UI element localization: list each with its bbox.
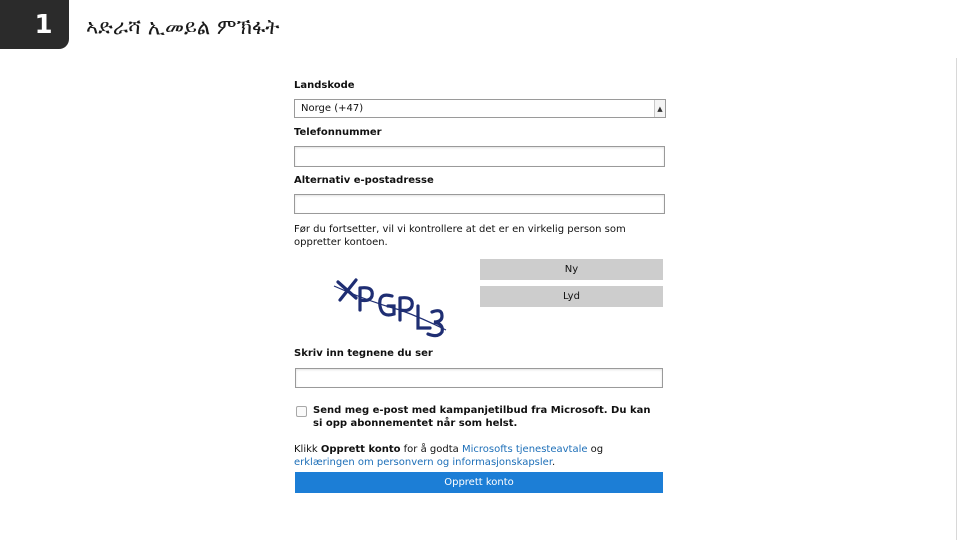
chevron-down-icon: ▲ [654,100,665,117]
alt-email-label: Alternativ e-postadresse [294,175,434,186]
terms-bold: Opprett konto [320,444,401,455]
captcha-input[interactable] [295,368,663,388]
slide-title: ኣድራሻ ኢመይል ምኽፋት [86,15,280,39]
privacy-statement-link[interactable]: erklæringen om personvern og informasjonskapsler [294,457,553,468]
phone-label: Telefonnummer [294,127,382,138]
phone-input[interactable] [294,146,665,167]
terms-suffix: . [552,457,556,468]
promo-checkbox-label: Send meg e-post med kampanjetilbud fra Microsoft. Du kan si opp abonnementet når som helst. [313,405,651,429]
captcha-input-label: Skriv inn tegnene du ser [294,348,433,359]
terms-of-service-link[interactable]: Microsofts tjenesteavtale [461,444,588,455]
alt-email-input[interactable] [294,194,665,214]
terms-text [294,443,666,469]
country-code-label: Landskode [294,80,355,91]
verification-text: Før du fortsetter, vil vi kontrollere at det er en virkelig person som oppretter kontoen. [294,224,626,248]
terms-prefix: Klikk [294,444,321,455]
country-code-select[interactable] [294,99,666,118]
captcha-image [330,256,450,340]
audio-captcha-button[interactable]: Lyd [480,286,663,307]
promo-checkbox[interactable] [296,406,307,417]
new-captcha-button[interactable]: Ny [480,259,663,280]
terms-middle: for å godta [400,444,462,455]
create-account-button[interactable]: Opprett konto [295,472,663,493]
country-code-value: Norge (+47) [301,103,364,114]
terms-and: og [587,444,604,455]
step-number: 1 [34,9,53,40]
